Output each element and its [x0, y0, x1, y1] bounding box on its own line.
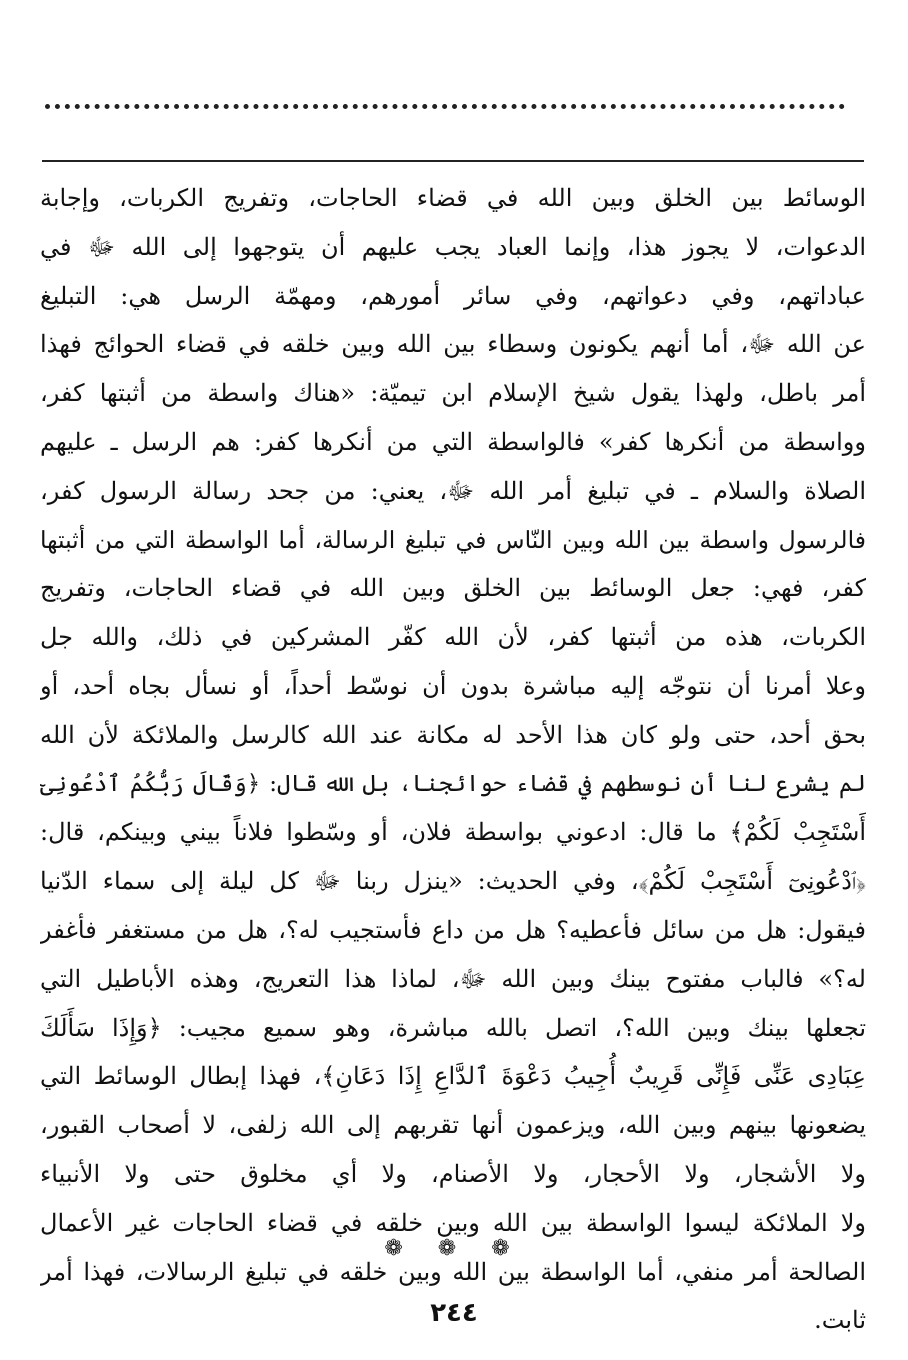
text-line: يضعونها بينهم وبين الله، ويزعمون أنها تقربهم إلى الله زلفى، لا أصحاب القبور، [40, 1111, 866, 1140]
text-line: وعلا أمرنا أن نتوجّه إليه مباشرة بدون أن نوسّط أحداً، أو نسأل بجاه أحد، أو [40, 671, 866, 700]
section-divider-ornaments: ❁ ❁ ❁ [384, 1236, 524, 1261]
text-line: تجعلها بينك وبين الله؟، اتصل بالله مباشرة، وهو سميع مجيب: ﴿وَإِذَا سَأَلَكَ [40, 1013, 866, 1042]
page-number: ٢٤٤ [430, 1298, 478, 1328]
body-text [40, 174, 866, 1345]
text-line-last: ثابت. [814, 1306, 866, 1335]
text-line: أمر باطل، ولهذا يقول شيخ الإسلام ابن تيميّة: «هناك واسطة من أثبتها كفر، [40, 379, 866, 408]
text-line: عِبَادِى عَنِّى فَإِنِّى قَرِيبٌ أُجِيبُ دَعْوَةَ ٱلدَّاعِ إِذَا دَعَانِ﴾، فهذا إبطال الوسائط التي [40, 1062, 866, 1091]
text-line: وواسطة من أنكرها كفر» فالواسطة التي من أنكرها كفر: هم الرسل ـ عليهم [40, 427, 866, 456]
text-line: الصلاة والسلام ـ في تبليغ أمر الله ﷻ، يعني: من جحد رسالة الرسول كفر، [40, 476, 866, 505]
text-line: ولا الأشجار، ولا الأحجار، ولا الأصنام، ولا أي مخلوق حتى ولا الأنبياء [40, 1159, 866, 1188]
text-line: بحق أحد، حتى ولو كان هذا الأحد له مكانة عند الله كالرسل والملائكة لأن الله [40, 720, 866, 749]
text-line: فالرسول واسطة بين الله وبين النّاس في تبليغ الرسالة، أما الواسطة التي من أثبتها [40, 525, 866, 554]
text-line: ﴿ٱدْعُونِىٓ أَسْتَجِبْ لَكُمْ﴾، وفي الحديث: «ينزل ربنا ﷻ كل ليلة إلى سماء الدّنيا [40, 867, 866, 896]
dotted-separator [45, 104, 845, 109]
text-line: أَسْتَجِبْ لَكُمْ﴾ ما قال: ادعوني بواسطة فلان، أو وسّطوا فلاناً بيني وبينكم، قال: [40, 818, 866, 847]
text-line: الدعوات، لا يجوز هذا، وإنما العباد يجب عليهم أن يتوجهوا إلى الله ﷻ في [40, 232, 866, 261]
text-line: عباداتهم، وفي دعواتهم، وفي سائر أمورهم، ومهمّة الرسل هي: التبليغ [40, 281, 866, 310]
text-line: الصالحة أمر منفي، أما الواسطة بين الله وبين خلقه في تبليغ الرسالات، فهذا أمر [40, 1257, 866, 1286]
footnote-rule [42, 160, 864, 162]
text-line: فيقول: هل من سائل فأعطيه؟ هل من داع فأستجيب له؟، هل من مستغفر فأغفر [40, 915, 866, 944]
text-line: ولا الملائكة ليسوا الواسطة بين الله وبين خلقه في قضاء الحاجات غير الأعمال [40, 1208, 866, 1237]
text-line: له؟» فالباب مفتوح بينك وبين الله ﷻ، لماذا هذا التعريج، وهذه الأباطيل التي [40, 964, 866, 993]
text-line: الكربات، هذه من أثبتها كفر، لأن الله كفّر المشركين في ذلك، والله جل [40, 623, 866, 652]
text-line: لم يشرع لنا أن نوسطهم في قضاء حوائجنا، بل الله قال: ﴿وَقَالَ رَبُّكُمُ ٱدْعُونِىٓ [40, 770, 866, 797]
text-line: عن الله ﷻ، أما أنهم يكونون وسطاء بين الله وبين خلقه في قضاء الحوائج فهذا [40, 330, 866, 359]
text-line: الوسائط بين الخلق وبين الله في قضاء الحاجات، وتفريج الكربات، وإجابة [40, 184, 866, 212]
text-line: كفر، فهي: جعل الوسائط بين الخلق وبين الله في قضاء الحاجات، وتفريج [40, 574, 866, 603]
